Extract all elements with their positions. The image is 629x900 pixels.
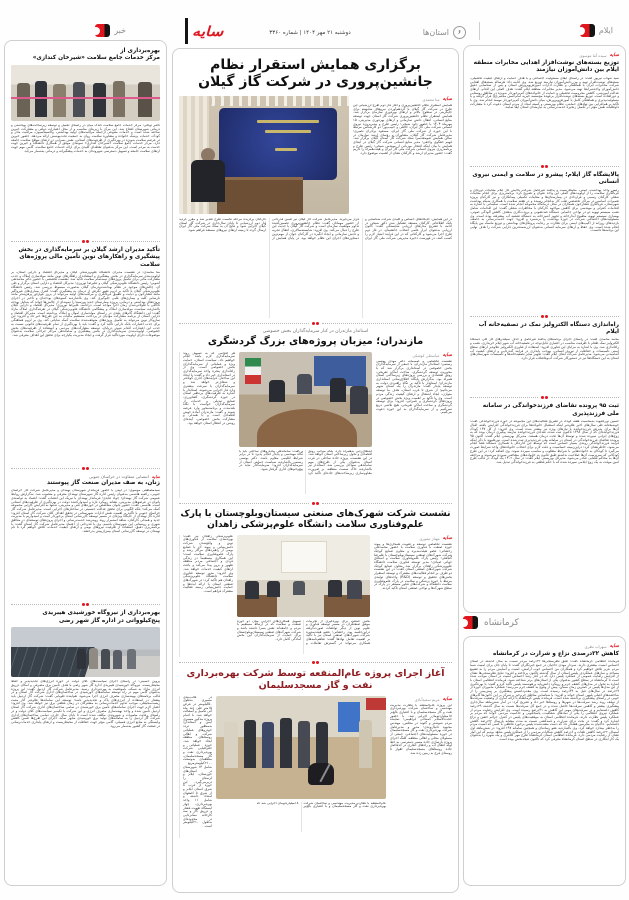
section-tab-ilam-label: ایلام [598, 26, 613, 35]
article-title: توزیع بسته‌های نوشت‌افزار اهدایی مخابرات منطقه ایلام بین دانش‌آموزان نیازمند [473, 60, 619, 74]
newspaper-logo [185, 18, 255, 44]
header-divider [479, 22, 480, 40]
article-lead: همایش استقرار نظام جانشین‌پروری و آغاز فاز دوم طرح ارزشیابی این طرح در شرکت گاز گیلان با گردهم‌آوردن نیروهای شایسته برای جایگزینی در سطوح بالاتر و ارتقای بهره‌وری سازمان برگزار شد. همایش استقرار نظام جانشین‌پروری شرکت گاز استان جهت توسعه منابع انسانی، انتقال دانش سازمانی و ارتقای بهره‌وری مدیریتی، ۱۵ مهرماه ۱۴۰۴ با حضور داود شیخی؛ رئیس طرح و مدیرپروژه نیروی انسانی شرکت ملی گاز ایران، خالقی و حبیب‌پور؛ دو کارشناس مرتبط با این حوزه از شرکت ملی گاز ایران، مسعود برادران نصیری؛ مدیرعامل شرکت گاز گیلان، مشاوران و رؤسای ارشد سازمان در سالن همایش صومعه‌سرا ستاد شرکت گاز استان گیلان برگزار شد. فهیم حقگوی واجعی؛ مدیر منابع انسانی شرکت گاز گیلان در ابتدای همایش با بیان اینکه افتخار میزبانی از مهندس شیخی؛ رئیس طرح و برنامه‌ریزی نیروی انسانی شرکت ملی گاز ایران و هیئت‌همراه را داریم گفت: حضور مدیران ارشد و کارکنان نشان از اهمیت موضوع دارد. [353, 104, 452, 156]
article-body-left: هر اقدامی که به تسهیل روند سرمایه‌گذاری لازم باشد انجام خواهیم داد. سیاست استان، حمایت ویژه و عملیاتی از سرمایه‌گذاران بخش خصوصی است. وی از راه‌اندازی پنجره واحد سرمایه‌گذاری در استانداری خبر داد و گفت: با ایجاد این ساختار، فرایندهای اداری کوتاه‌تر و شفاف‌تر خواهد شد و سرمایه‌گذاران با سرعت بیشتری وارد فاز اجرایی می‌شوند. استاندار با اشاره به ظرفیت‌های بی‌نظیر استان در حوزه گردشگری، کشاورزی، صنایع تبدیلی و خدمات از سرمایه‌گذاران خواست با نگاه بلندمدت و برنامه‌محور وارد عرصه شوند و گفت: مازندران آماده جهش اقتصادی است و با همدلی و مشارکت بخش خصوصی، آینده‌ای روشن در انتظار استان خواهد بود. [179, 352, 235, 498]
byline [374, 536, 452, 541]
article-divider [179, 322, 452, 325]
article-kicker: استاندار مازندران در کنار سرمایه‌گذاران بخش خصوصی [262, 329, 369, 334]
article-divider [470, 165, 619, 168]
section-tab-ilam [580, 24, 613, 37]
section-tab-khabar [95, 24, 126, 37]
article-title: مرکز خدمات جامع سلامت «شیرخان کندازی» [32, 55, 160, 62]
article-sistan [179, 509, 452, 657]
article-title: بهره‌برداری از نیروگاه خورشیدی هیبریدی پنج‌کیلوواتی در اداره گاز شهر رضی [42, 610, 160, 624]
article-divider [179, 661, 452, 664]
byline [353, 97, 452, 102]
byline-name: سیده آتنا موسوی [579, 53, 607, 58]
sayeh-mark: سایه [609, 644, 619, 649]
article-body-right: نشست تخصصی و صمیمانه دکتر مهدی یونسی رستمی؛ استاندار مازندران، با جمعی از سرمایه‌گذاران بخش خصوصی در استانداری برگزار شد که با محوریت توسعه گردشگری، ساخت اماکن تفریحی، رونق اقتصادی و بررسی پروژه‌های زیرساختی استان همراه بود. به‌گزارش پایگاه اطلاع‌رسانی استانداری مازندران؛ استاندار با تأکید بر نگاه راهبردی دولت به توسعه پایدار گفت: مازندران را یک استان شهیر می‌دانیم؛ از شرق تا غرب استان، هدف ما توسعه متوازن، ایجاد اشتغال و ارتقای کیفیت زندگی مردم است. وی با تأکید بر اهمیت ویژه بخش خصوصی در پروژه‌های گردشگری و عمرانی، افزود: برای توسعه گردشگری و ساخت اماکن تفریحی، هیچ تلاشی دریغ نمی‌کنیم و از سرمایه‌گذاران به این حوزه دعوت می‌کنیم. [376, 359, 452, 415]
blue-flag [338, 702, 360, 732]
section-bookmark-icon [580, 24, 595, 37]
article-mazandaran [179, 329, 452, 498]
provinces-label: استان‌ها [422, 28, 449, 37]
byline-name: عباسعلی کوشکی [412, 352, 440, 358]
window [281, 541, 327, 573]
article-body: رئیس واحد بهداشت، ایمنی، محیط‌زیست و پدافند غیرعامل شرکت پالایش گاز ایلام معاینات دوره‌ای و غربالگری سلامت را از اولویت‌های اصلی این واحد عنوان و تصریح کرد: برنامه‌ریزی برای انجام معاینات شغلی کارکنان رسمی و قراردادی در بیمارستان‌ها و معاینات تکمیلی پیمانکاران و نیز کارکنان پروژه تعمیرات اساسی در مراکز تخصصی طب کار به‌انجام رسیده و در هفته سلامت با همکاری شبکه بهداشت شهرستان، غربالگری فشارخون همکاران در محل درمانگاه مجموعه انجام شده است. سلیمانی با اشاره به اقدامات کنترلی و مهندسی برای کاهش مواجهه کارکنان با مخاطرات شغلی گفت: این اقدامات شامل نصب سیستم تهویه دو در نواحی جانمایی دستگاه ضدعفونی و برودت‌کاری به‌هدف کاهش آلودگی صوتی، بهسازی سیستم تهویه مطبوع آبدارخانه و تجهیز آشپزخانه به دستگاه تصفیه آب پیشرفته بوده است. وی مسئولیت‌های اجتماعی شرکت در حوزه بهداشت را برشمرد و افزود: جهت خدمت‌رسانی به جامعه، بازدیدهای روزانه از اکیپ‌های ایمنی برای نظارت بر رعایت پروتکل‌های بهداشتی و توزیع ماسک بین پایگاه انجام شده است. وی حفظ و ارتقای سرمایه انسانی به‌عنوان ارزشمندترین دارایی شرکت را هدف نهایی این برنامه‌ها دانست. [470, 188, 619, 233]
section-bookmark-icon [463, 616, 478, 629]
sayeh-mark: سایه [442, 352, 452, 358]
article-divider [470, 396, 619, 399]
article-title: ثبت ۹۵ پرونده تقاضای فرزندخواندگی در سامانه ملی فرزندپذیری [482, 403, 619, 417]
meeting-table [257, 409, 357, 447]
logo-bar [185, 18, 188, 44]
speaker-silhouette [191, 160, 225, 202]
article-divider [11, 467, 160, 470]
kermanshah-column [463, 636, 626, 886]
article-title: تأکید مدیران ارشد گیلان بر سرمایه‌گذاری در بخش پیشگیری و راهکارهای نوین تأمین مالی پروژه‌های سلامت [18, 246, 160, 268]
article-body-middle: اشتغال‌زایی به‌همراه دارد، بلکه موجب رونق اقتصادی و تحول زیرساختی استان خواهد شد. در این نشست، پروژه جاده ساحلی در غرب استان به‌عنوان یکی از طرح‌های مهم ساماندهی سواحل بررسی شد. استاندار نیز بااشاره‌به خاک سست منطقه، بر ضرورت مقاوم‌سازی زیرساخت‌های جاده‌ای تأکید کرد و گفت: ساماندهی پیاده‌روهای ساحلی باید با نگاه مهندسی و پایدار انجام پذیرد تا در برابر شرایط اقلیمی مقاوم باشد. دکتر یونسی رستمی بااشاره‌به سیاست حمایتی استان از سرمایه‌گذاران افزود: سرمایه‌گذار نباید در پیچ‌وخم‌های اداری گرفتار شود. [239, 449, 372, 475]
groundbreaking-photo [216, 696, 386, 799]
khabar-column [4, 40, 167, 886]
article-body-middle: عام‌المنفعه با نظارت مدیریت مهندسی و ساختمان شرکت بهره‌برداری نفت و گاز مسجدسلیمان و با اعتباری بالغ‌بر ۱۸میلیاردتومان اجرایی شد که [256, 801, 386, 809]
solar-plant-photo [11, 627, 160, 677]
byline [470, 53, 619, 58]
article-body: محمد محمدی گفت: در راستای اجرای برنامه‌های پدافند غیرعامل و حذف سیلندرهای گاز کلر، دستگاه الکترولیز نمک طعام با ظرفیت مناسب در اعتباری قابل‌توجه در تصفیه‌خانه آب شهر ایلام خریداری، نصب و راه‌اندازی شد. وی با اشاره به مزایای این فناوری افزود: استفاده از فناوری الکترولیز علاوه‌بر ارتقای سطح ایمنی تأسیسات و حفاظت از نیروی انسانی، موجب پایداری در فرایند گندزدایی و ارتقای کیفیت آب آشامیدنی می‌شود. مدیرعامل شرکت آبفای ایلام گفت: تجهیز سایر تصفیه‌خانه‌ها و تأسیسات شهرستان‌های استان به این دستگاه‌ها نیز در دستورکار شرکت آب‌وفاضلاب قرار دارد. [470, 338, 619, 360]
article-title: کاهش ۲۲درصدی نزاع و شرارت در کرمانشاه [492, 651, 619, 657]
center-column [172, 48, 459, 893]
ribbon-cutting-photo [11, 65, 160, 121]
logo-wordmark: سایه [192, 22, 224, 40]
article-divider [11, 603, 160, 606]
section-tab-kermanshah-label: کرمانشاه [484, 617, 519, 628]
article-title: برگزاری همایش استقرار نظام جانشین‌پروری در شرکت گاز گیلان [198, 57, 433, 90]
presentation-screen [219, 108, 337, 180]
section-tab-khabar-label: خبر [114, 26, 126, 35]
red-banner [366, 698, 386, 710]
article-body: ناصر توکلی: مرکز خدمات جامع سلامت کندک میان در راستای تکمیل و توسعه زیرساخت‌های بهداشتی و درمانی شهرستان افتتاح شد. این مرکز با زیربنای مناسب و از محل اعتبارات دولتی و مشارکت خیرین ساخته شده است و خدمات متنوعی ازجمله مراقبت‌های اولیه بهداشتی، واکسیناسیون، مراقبت مادر و کودک، خدمات پزشک خانواده و مشاوره سلامت روان به جمعیت تحت‌پوشش ارائه می‌دهد. حضور خیرین در عرصه سلامت به‌ویژه در بهره‌گیری از ظرفیت‌های استانی، نقش بسزایی در ارتقای سطح سلامت جامعه دارد. مرکز خدمات جامع سلامت «شیرخان کندازی» نمونه‌ای موفق از همکاری دانشگاه و خیرین جهت خدمت به مردم است. این مرکز به‌عنوان نقطه‌ای کلیدی برای ارائه خدمات جامع سلامت، گامی مهم جهت ارتقای سلامت جامعه و تسهیل دسترسی شهروندان به خدمات پیشگیرانه و درمانی به‌شمار می‌آید. [11, 123, 160, 153]
article-title: زنان، به صف مدیران صنعت گاز پیوستند [46, 480, 160, 487]
iran-flag [245, 358, 261, 384]
ribbon [11, 97, 160, 100]
sayeh-mark: سایه [442, 696, 452, 702]
meeting-room-photo [237, 535, 370, 617]
article-body: سید شهاب نیرپور گفت: در راستای ایفای مسئولیت اجتماعی و با هدف حمایت و ارتقای کیفیت تحصیلی، بسته‌های نوشت‌افزار تهیه و بین دانش‌آموزان نیازمند توزیع شد. وی ادامه داد: هرساله بسته‌های اهدایی شرکت مخابرات ایران با هماهنگی و نظارت ادارات آموزش‌وپرورش استان و پس از شناسایی دقیق دانش‌آموزان واجدشرایط تهیه می‌شود. مدیر مخابرات منطقه ایلام گفت: هدف اصلی این اقدام، ارتقای عدالت آموزشی، کاهش محرومیت تحصیلی و حمایت از خانواده‌های کم‌برخوردار به‌ویژه در مناطق روستایی و دورافتاده است. توزیع بسته‌های نوشت‌افزار برعهده مؤسسه خیریه امام‌حسن مجتبی(ع) قرار گرفته و با مسئولیت‌پذیری و هماهنگی کامل با آموزش‌وپرورش، میان دانش‌آموزان کم‌برخوردار مهمند انجام شد. وی با تأکید بر هم‌افزایی بین نهادهای حمایتی، نظام بهزیستی و کمیته امداد از مردم استان دعوت کرد با مشارکت داوطلبانه نقش مؤثر در تکمیل زنجیره خدمت‌رسانی به نیازمندان استان ایفا نمایند. [470, 76, 619, 110]
article-kicker: بهره‌برداری از [120, 48, 160, 54]
ilam-column [463, 45, 626, 613]
page-number-badge: ۶ [453, 26, 466, 39]
byline-name: منا محمدی [422, 97, 440, 102]
article-title: نشست شرکت شهرک‌های صنعتی سیستان‌وبلوچستان با پارک علم‌وفناوری سلامت دانشگاه علوم‌پزشکی زاهدان [180, 508, 451, 530]
article-body-right: نشست تخصصی توسعه و تقویت همکاری‌ها و پیوند حوزه صنعت با فناوری سلامت با حضور محمدعلی رخشانی؛ عضو هیئت‌مدیره و معاون صنایع کوچک شرکت شهرک‌های صنعتی سیستان‌وبلوچستان با علیرضا گنجعلی؛ رئیس پارک علم‌وفناوری سلامت و اسحاق جهانی صیادی؛ مدیر توسعه فناوری سلامت دانشگاه علوم‌پزشکی زاهدان برگزار شد. معاون صنایع کوچک شرکت شهرک‌های صنعتی استان گفت: در این نشست دو طرف بر انجام فعالیت‌های مشترک و توسعه استقرار بخش‌های تحقیق و توسعه (R&D) واحدهای تولیدی مرتبط با حوزه پزشکی و سلامت در پارک علم‌وفناوری سلامت دانشگاه و شرکت‌های فناور مستقر در پارک در سطح شهرک‌ها و نواحی صنعتی استان تأکید کردند. [374, 542, 452, 590]
article-body: حسین نورعلیوند به‌مناسبت هفته کودک در تشریح فعالیت‌های این مجموعه در حوزه فرزندخواندگی گفت: خوشبختانه طی سال‌های اخیر علاوه‌بر اینکه استقبال خانواده‌ها برای فرزندخواندگی افزایش یافته، اقبال آن‌ها برای پذیرش فرزندخوانده با نیازهای ویژه نیز بیشتر شده است. وی افزود: از کل ۱۳۷ کودک فرزندخوانده‌ای که از سال ۱۳۹۸ تاکنون ثبت شده، تعدادی فرزندخوانده نیازمند پیگیری درمان بوده که به زوج‌های ایرانی سپرده شده و توسط آن‌ها تحت درمان هستند. مدیرکل بهزیستی ایلام گفت: اکنون ۹۵ پرونده تقاضای فرزندخواندگی در استان در سامانه ملی فرزندپذیری ثبت شده است. نورعلیوند با ذکر اینکه فرایند فرزندخواندگی روندی بسیار حساس است که توسط این اداره‌کل با همکاری دستگاه قضا انجام می‌شود، خاطرنشان کرد: دراین‌زمینه حساسیت و دقت لازم برای انتخاب خانواده‌های واجد شرایط صورت می‌گیرد تا کودکان به خانواده‌هایی با شرایط مطلوب و مناسب سپرده شوند. وی اضافه کرد: در این طرح کودکانی که سرپرست آن‌ها صلاحیت نداشته طبق قانون به خانواده‌های متقاضی سپرده می‌شوند و مراجعه آن‌ها به محاکم قضایی صادر می‌شود. مدیرکل بهزیستی ایلام گفت: در سال ۱۴۰۲ یک کودک در قالب طرح امین موقت به یک زوج ایلامی سپرده شده که با حکم قطعی به فرزندخواندگی تبدیل شد. [470, 420, 619, 464]
article-body-right: این پروژه عام‌المنفعه با نظارت مدیریت مهندسی و ساختمان شرکت بهره‌برداری نفت و گاز مسجدسلیمان و با اعتباری بالغ‌بر ۱۸میلیاردتومان اجرایی شد. با حضور حجت‌الاسلام کمندانی ابراهیمی؛ نماینده مردم شوشتر و گتوند در مجلس، مهندس محمود دانیال‌وندی؛ مدیر و مدیرعامل شرکت بهره‌برداری نفت و گاز مسجدسلیمان در حوزه مسئولیت‌های اجتماعی، جمعی از مسئولان محلی و اهالی منطقه، کلنگ اجرای پروژه بازسازی جاده مسیر دسترسی به خط لوله انتقال آب و راه‌های حفاری در حدفاصل جاده روستاهای مسجدسلیمان اهواز تا روستای فرخ به زمین زده شد. [390, 703, 452, 755]
section-tab-kermanshah [463, 616, 626, 629]
sayeh-mark: سایه [609, 53, 619, 58]
conference-photo [179, 96, 349, 214]
podium [217, 177, 303, 214]
byline-name: مریم سعیدآبادی [414, 696, 440, 702]
byline [376, 353, 452, 358]
article-divider [179, 502, 452, 505]
article-body-left: علوم‌پزشکی زاهدان نیز گفت: بهره‌مندی سلامت از فناوری‌های نوین و واقع‌شدن شرکت دانش‌بنیانی و پیوند آن با صنایع بومی از راهبردهای مراکز رشد و پارک علم‌وفناوری سلامت است؛ این همکاری مستقیماً در زندگی فردی و اجتماعی مردم منطقه ظهور و بروز پیدا می‌کند و باعث ارتقای کیفیت خدمات خواهد شد. وی افزود: مدیر توسعه فناوری سلامت دانشگاه علوم‌پزشکی زاهدان هم تأکید کرد: در شهرک‌های صنعتی استان با ارائه ایده‌ها و حمایت دانش‌بنیانی زمینه فعالیت مشترک فراهم است. [179, 535, 233, 657]
article-body: فرمانده انتظامی کرمانشاه گفت: طبق نظرسنجی‌ها ۲۲درصد مردم نسبت به سال گذشته در استان احساس امنیت بیشتری دارند. سردار مهدی حاجیان در جمع خبرنگاران گفت: تا پایان جان برای امنیت شما مردم عزیز تلاش خواهیم کرد و همکاران من احساس خوب آرامش، امنیت و آسایش مردم را به تشییع مساجد و نمازهای عملکردی پلیس استان از سال گذشته تاکنون پرداخته و افزود: نتایج نظرسنجی‌ها نشان از افزایش رضایت عمومی از عملکرد پلیس دارد که در کنار رشد احساس امنیت در استان موجب شده است تا کرمانشاه در سطح کشور به‌عنوان یکی از استان‌های برتر شناخته شود. فرمانده انتظامی استان با اشاره به تحول در مدل‌های کشف جرم و رویکرد دانش‌پایه و هوشمند پلیس تأکید کرد و گفت: با بهره‌گیری از این مدل‌ها پلیس در کمترین زمان ممکن، پیش از وقوع به کشف جرم می‌رسد؛ عملکرد مأموران حوزه از ۲۹درصد در سال‌های قبل به ۳۹درصد رسیده است. وی مقدم‌دانستن پیشگیری بر پیش‌بینی را از شاخصه‌های اصلی پلیس استان خواند و افزود: با شناسایی مناطق جرم‌خیز و تمرکز بر این کانون‌ها گام‌های خوبی در راستای پیشگیری برداشته شده است. فرمانده پلیس کرمانشاه با ارائه آماری از وضعیت سرقت‌ها از توقف روند رشد سرقت‌ها در شهرها و روستاها خبر داد و تصریح کرد: در آمار شش‌ماهه سال‌جاری پیشگیری بیشتر و کاهش سرقت‌ها حاصل شده و در جمع کل سرقت‌ها نسبت به سال گذشته ۲۹درصد کاهش داشته‌ایم و در سرقت‌های مهم، این کاهش به ۳۱درصد رسیده است. وی افزایش رضایت مردم از عملکرد نیروی انتظامی را یکی از نمادهای شفافیت، پاسخگویی و حاکمیت مردمی خواند که مردم بر عملکرد پلیس نظارت دارند. فرمانده انتظامی استان به موفقیت‌های پلیس در کنترل جرائم خشن و نزاع اشاره کرد و گفت: در بحث نزاع، شرارت و قمه‌کشی نسبت به مدت مشابه پارسال ۲۲درصد کاهش داشته‌ایم. حاجیان به مجرمین هشدار داد که دست مشت‌شده پلیس برخورد قاطعی با کسی که امنیت مردم را به‌خطر بیندازد خواهد کرد. وی بااشاره‌به عفو رسانه‌ای و همچنین سامانه ۱۹۷ افزود: در شش‌ماهه اول امسال، ۲۲درصد کاهش تلفات و ۶درصد کاهش شکایات مردمی را از عملکرد پلیس شاهد بودیم که این آمار نشان از رضایت مردمی دارد. فرمانده انتظامی استان کرمانشاه طرح مهر کلانتری و یک شهره را به‌عنوان یک کار ابتکاری در سطح استان کرمانشاه معرفی کرد که تاکنون نتیجه‌بخش بوده است. [470, 660, 619, 742]
article-masjedsoleyman [179, 668, 452, 838]
article-gilan-gas [179, 57, 452, 318]
sayeh-mark: سایه [442, 97, 452, 102]
article-title: پالایشگاه گاز ایلام؛ پیشرو در سلامت و ایمنی نیروی انسانی [472, 171, 619, 186]
article-kicker [11, 474, 160, 479]
section-bookmark-icon [95, 24, 110, 37]
article-divider [470, 315, 619, 318]
sayeh-mark: سایه [151, 474, 160, 480]
provinces-tab [423, 26, 466, 39]
article-body-middle: بخش صنعت برای بهره‌گیری از تجربیات موفق صنعتگران در مسیر توسعه فناوری و علوم نوین از دیگر توافقات صورت‌گرفته دراین‌جلسه بود. رخشانی؛ عضو هیئت‌مدیره شرکت شهرک‌های صنعتی استان نیز با تأکید بر اهمیت تعامل نهادها گفت: تفاهم‌نامه‌های همکاری می‌تواند در گسترش تعاملات و تسهیل همکاری‌های اجرایی میان دو حوزه صنعت و سلامت که در ارتباط مستقیم با مردم و جامعه‌اند نقش بسزا داشته باشد و شرکت شهرک‌های صنعتی سیستان‌وبلوچستان برای حمایت از سرمایه‌گذاران این بخش آمادگی کامل دارد. [237, 619, 370, 645]
kicker-text: انتصابی متفاوت در خراسان جنوبی [88, 474, 149, 480]
article-title: آغاز اجرای پروژه عام‌المنفعه توسط شرکت بهره‌برداری نفت و گاز مسجدسلیمان [186, 667, 445, 691]
byline-name: مهناز تیموری [419, 535, 440, 541]
article-body: منا محمدی: در نشست مدیران دانشگاه علوم‌پزشکی گیلان و مدیرکل اقتصاد و دارایی استان، بر اولویت‌بندی سرمایه‌گذاری در بخش پیشگیری و استفاده از راهکارهای نوین مانند مولدسازی املاک و جذب مشارکت مالی برای تکمیل پروژه‌های نیمه‌تمام سلامت تأکید شد. نشست تخصصی با حضور دکتر محمدتقی آشوبی؛ رئیس دانشگاه علوم‌پزشکی گیلان و علیرضا نوروزی؛ مدیرکل اقتصاد و دارایی استان برگزار و طی آن، چالش‌های موجود در نظام بهداشت‌ودرمان گیلان به‌صورت مبسوط بررسی شد. رئیس دانشگاه علوم‌پزشکی گیلان با تأکید بر لزوم تغییر نگرش از درمان به پیشگیری گفت: کنترل بیماری‌های غیرواگیر مانند فشارخون و دیابت و تطبیق غربالگری و مراقبت‌های اولیه می‌تواند از بروز عوارض پرهزینه‌تر مانند نارسایی کلیه و بیماری‌های قلبی جلوگیری کند. وی بااشاره‌به کمبودهای بودجه‌ای و تأخیر در اجرای پروژه‌های بهداشتی و درمانی، پروژه بیمارستان جدید پورسینا را نمونه‌ای از چالش‌ها خواند که به‌دلیل بودجه ناکافی با طولانی‌شدن زمان اجرا مواجه است. درادامه، علیرضا نوروزی؛ مدیرکل اقتصاد و دارایی گیلان بااشاره‌به سیاست مولدسازی املاک و پیشگامی دانشگاه علوم‌پزشکی گیلان در تعرفه‌گذاری املاک مازاد گفت: این دانشگاه گام‌های بلندی در راستای مولدسازی اموال و املاک برداشته است. مدیرکل اقتصاد و دارایی استان از برنامه مشارکت مؤدیان در پرداخت مستقیم مالیات به این طرح‌ها خبر داد و افزود: این سازوکار نوین می‌تواند به تکمیل پروژه‌های متوقف‌شده سلامت کمک شایانی کند. وی بر لزوم هماهنگی برای جذب اعتبارات بانک دارایی تأکید کرد و گفت: باید با بهره‌گیری از تمام ظرفیت‌های قانونی نسبت به جذب این اعتبارات اقدام شود. درپایان، توسعه مشارکت‌های مردمی و استفاده از ظرفیت‌های بخش خصوصی، اولویت‌بندی سرمایه‌گذاری در بخش پیشگیری و ساماندهی مراکز جراحی سلامت به‌عنوان موضوعات دارای اولویت موردتأکید قرار گرفت و ایجاد مدیریت یکپارچه برای تحقق این اهداف معرفی شد. [11, 271, 160, 337]
byline [470, 644, 619, 649]
byline [390, 697, 452, 702]
article-body: سیدمصطفی موسوی: در آیینی با حضور فرماندار شهرستان نهبندان و مدیرعامل شرکت گاز خراسان جنوبی، راضیه هاشمی به‌عنوان رئیس اداره گاز شهرستان نهبندان معرفی و منصوب شد. به‌گزارش روابط عمومی شرکت گاز نهبندان؛ جواد عابدی؛ فرماندار نهبندان با تبریک این انتصاب گفت: اعتماد به توانمندی بانوان در عرصه‌های مدیریتی، نشانه رویکرد تازه و امیدوارکننده دولت در بهره‌گیری از ظرفیت‌های استانی است. هاشمی گفت: حضور بانوان متخصص در حوزه‌های فنی و مدیریتی، نه‌تنها به افزایش کارایی مجموعه کمک می‌کند؛ بلکه الگویی برای تحقق عدالت جنسیتی در ساختارهای اجرایی است. مدیرعامل شرکت گاز خراسان جنوبی با تأکید بر اهمیت نقش ادارات شهرستانی در تحقق اهداف کلان شرکت گاز استان افزود: اداره گاز نهبندان از جایگاه ویژه‌ای در مسیر توسعه گازرسانی استان برخوردار است و امیدواریم با مدیریت جدید و همدلی کارکنان، شاهد استمرار روند روبه‌رشد خدمت‌رسانی و اجرای پروژه‌های توسعه‌ای در مناطق شهری و روستایی این شهرستان باشیم. وی با قدردانی از اعتماد مدیرعامل شرکت گاز استان گفت: با برنامه‌ریزی دقیق، استفاده از ظرفیت نیروهای بومی و ارتقای کیفیت خدمات، تلاش خواهم کرد تا نام نهبندان در توسعه گازرسانی استان بیش‌ازپیش بدرخشد. [11, 489, 160, 534]
article-body: در این همایش، جایگاه‌های حساس و کلیدی شرکت شناسایی و بانک اطلاعاتی کارکنان مستعد تشکیل شد. دکتر شیخی در ادامه با تشریح مدل‌های ارزیابی شایستگی گفت: کانون ارزیابی به‌عنوان ابزار علمی انتخاب جانشینان، در فاز دوم طرح اجرا می‌شود و کارکنانی که در این فرایند امتیاز لازم را کسب کنند، در فهرست ذخیره مدیریتی شرکت ملی گاز ایران قرار می‌گیرند. مدیرعامل شرکت گاز گیلان نیز ضمن قدردانی از حضور مهمانان گفت: نظام جانشین‌پروری تضمین‌کننده تداوم موفقیت سازمان است و شرکت گاز گیلان با جدیت این طرح را دنبال می‌کند. وی افزود: شایسته‌سالاری، انتقال تجربه و دانش سازمانی و ایجاد انگیزه در کارکنان جوان از مهم‌ترین دستاوردهای اجرای این نظام خواهد بود. در پایان همایش از کارکنان برگزیده مرحله نخست طرح تقدیر شد و مقرر گردید فاز دوم ارزشیابی تا پایان سال‌جاری در شرکت گاز استان گیلان اجرایی شود و نتایج آن به ستاد شرکت ملی گاز ایران ارسال گردد تا زمینه ارتقای نیروهای مستعد فراهم شود. [179, 218, 452, 240]
byline-name: سهراب نظری [584, 644, 607, 649]
article-title: مازندران؛ میزبان پروژه‌های بزرگ گردشگری [207, 336, 424, 347]
article-body-left: در قالب‌بندی مسیری به‌طول ۵۰کیلومتر در عرض ۱۵متر طی چند ماه آتی تکمیل و آسفالت خواهد شد. با اتمام پروژه مذکور مسیری ایمن و استاندارد به‌منظور تردد خودروهای عملیاتی شرکت و اهالی روستاهای منطقه ایجاد خواهد شد. حوزه عملیاتی و جغرافیایی شرکت بهره‌برداری نفت و گاز مسجدسلیمان، منطقه‌ای به‌وسعت ۲۱۰۰کیلومترمربع شامل ۱۴ شهرستان در استان‌های خوزستان، ایلام و لرستان را دربرمی‌گیرد. این حوزه از غرب تا شرق استان ایلام و از شرق تا اصفهان امتداد داشته و شامل ۱۱ واحد بهره‌برداری، چهار ایستگاه تقویت فشار و تزریق گاز و سه کارخانه نمک‌زدایی در محدوده‌ای به‌طول ۲۱۰کیلومتر است. [179, 696, 212, 838]
dateline: دوشنبه ۲۱ مهر ۱۴۰۴ | شماره ۳۳۶۰ [269, 30, 351, 36]
article-title: راه‌اندازی دستگاه الکترولیز نمک در تصفیه‌خانه آب ایلام [478, 321, 619, 336]
meeting-photo [239, 352, 372, 447]
article-body: پروین حسینی: در راستای اجرای سیاست‌های کلان دولت در حوزه انرژی‌های تجدیدپذیر و حفظ محیط‌زیست، نیروگاه خورشیدی هیبریدی اداره گاز شهر رضی با هدف تأمین برق مصرفی و امکان تزریق انرژی مازاد به شبکه، باموفقیت به بهره‌برداری رسید. مدیرعامل شرکت گاز اردبیل گفت: این پروژه به‌عنوان گامی مهم در راه توسعه سامانه‌های خورشیدی در ساختمان‌های اداری شرکت گاز استان و در قالب برنامه‌های بهینه‌سازی مصرف انرژی اجرا می‌شود. هم‌اینده طوبایی گفت: شرکت گاز اردبیل باید پیشتاز در استفاده از انرژی‌های پاک و تجدیدپذیر باشد؛ توسعه این سامانه‌ها علاوه‌بر آثار مثبت زیست‌محیطی، موجب تداوم خدمات‌رسانی به مشترکان در زمان قطعی برق نیز خواهد شد. وی افزود: اعتبار لازم جهت اجرای سامانه‌های تأمین برق خورشیدی در تمامی ساختمان‌های اداری شرکت گاز استان اردبیل تأمین شده و واحد بهینه‌سازی مصرف انرژی و این شرکت با تکیه‌بر سیاست‌های کلان دولت و در راستای رعایت مصوبات و شهروندی مکلف شده است تا پایان سال جاری، تمامی ساختمان‌های اداری شرکت گاز اردبیل را به سامانه‌های تولید برق خورشیدی مجهز نماید. اجرای این طرح‌ها ضمن کاهش وابستگی به منابع انرژی فسیلی، گامی مؤثر جهت حفاظت از محیط‌زیست و ارتقای پایداری خدمات‌رسانی در صنعت گاز کشور به‌شمار می‌رود. [11, 680, 160, 728]
article-divider [11, 240, 160, 243]
sayeh-mark: سایه [442, 535, 452, 541]
